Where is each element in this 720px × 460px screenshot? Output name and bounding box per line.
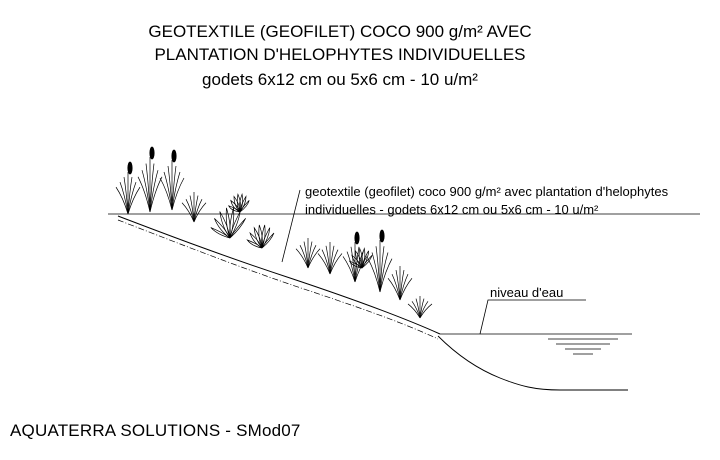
reed-tuft [182,192,206,222]
leafy-plant [211,208,246,238]
geotextile-annotation-line-1: geotextile (geofilet) coco 900 g/m² avec plantation d'helophytes [305,184,669,199]
reed-tuft [160,150,184,210]
geotextile-layer [118,220,438,339]
footer-credit: AQUATERRA SOLUTIONS - SMod07 [10,421,301,440]
leafy-plant [229,194,249,212]
geotextile-annotation-line-2: individuelles - godets 6x12 cm ou 5x6 cm - 10 u/m² [305,202,599,217]
title-line-1: GEOTEXTILE (GEOFILET) COCO 900 g/m² AVEC [148,22,532,41]
reed-tuft [138,147,162,212]
helophyte-plants [116,147,432,318]
geotextile-leader-line [282,190,300,262]
water-level-leader-line [480,300,586,334]
reed-tuft [368,230,392,292]
reed-tuft [343,232,367,282]
leafy-plant [247,225,274,248]
bank-slope [118,216,440,334]
reed-tuft [116,162,140,214]
title-line-2: PLANTATION D'HELOPHYTES INDIVIDUELLES [154,45,526,64]
reed-tuft [408,296,432,318]
water-level-label: niveau d'eau [490,285,564,300]
water-level-symbol [548,339,618,354]
reed-tuft [388,266,412,300]
reed-tuft [318,242,342,274]
reed-tuft [296,238,320,268]
title-line-3: godets 6x12 cm ou 5x6 cm - 10 u/m² [202,70,478,89]
